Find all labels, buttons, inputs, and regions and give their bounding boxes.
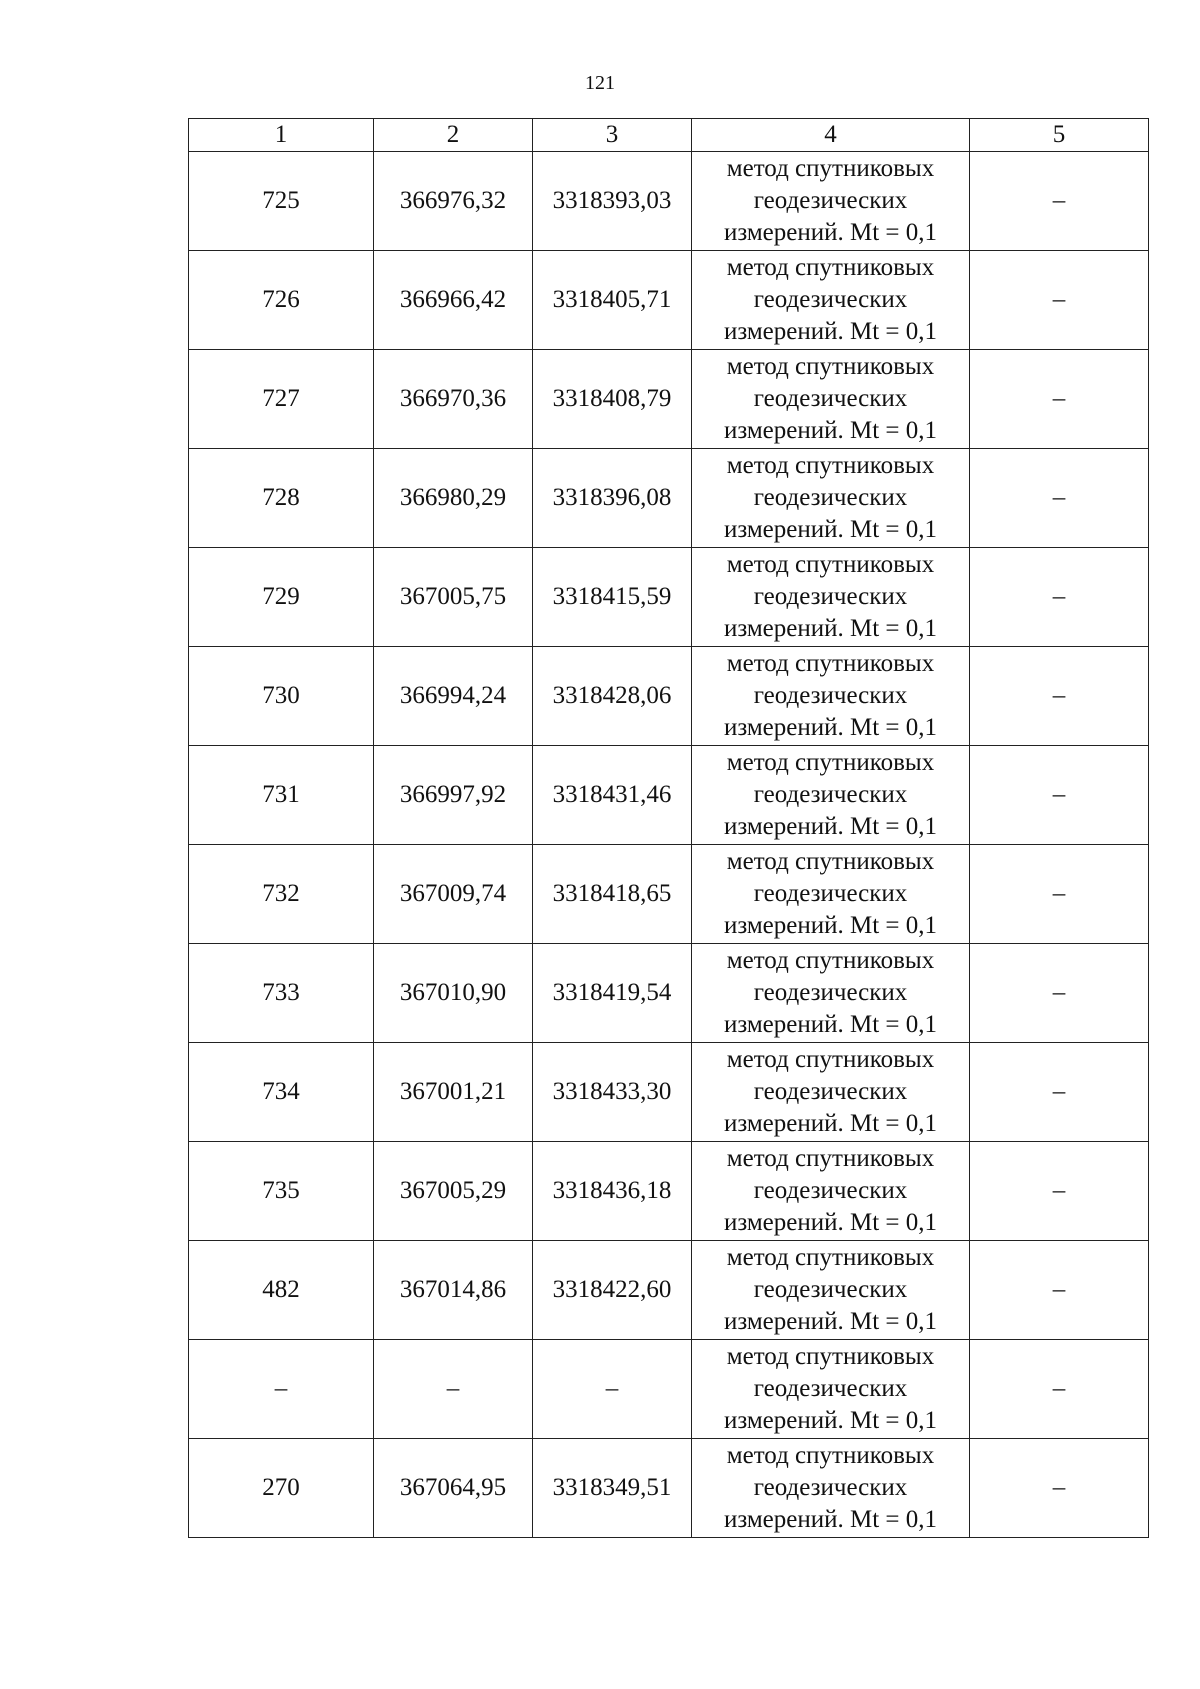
method-line: метод спутниковых — [726, 1046, 935, 1073]
cell-x-coordinate: 366997,92 — [374, 746, 533, 845]
cell-x-coordinate: 367001,21 — [374, 1043, 533, 1142]
coordinates-table — [188, 118, 1149, 1538]
cell-method — [692, 350, 970, 449]
cell-point-number: 730 — [189, 647, 374, 746]
header-cell-x-coordinate: 2 — [374, 119, 533, 152]
method-line: геодезических — [753, 1375, 908, 1402]
method-line: геодезических — [753, 1177, 908, 1204]
method-line: метод спутниковых — [726, 155, 935, 182]
cell-description: – — [970, 1043, 1149, 1142]
cell-y-coordinate: 3318415,59 — [533, 548, 692, 647]
cell-method — [692, 1142, 970, 1241]
cell-y-coordinate: 3318422,60 — [533, 1241, 692, 1340]
table-row — [189, 845, 1149, 944]
cell-point-number: 270 — [189, 1439, 374, 1538]
table-row — [189, 944, 1149, 1043]
cell-x-coordinate: 366970,36 — [374, 350, 533, 449]
cell-point-number: 735 — [189, 1142, 374, 1241]
method-line: метод спутниковых — [726, 1343, 935, 1370]
method-line: геодезических — [753, 1078, 908, 1105]
method-line: метод спутниковых — [726, 650, 935, 677]
cell-method — [692, 647, 970, 746]
cell-x-coordinate: 367010,90 — [374, 944, 533, 1043]
method-line: геодезических — [753, 880, 908, 907]
table-row — [189, 1142, 1149, 1241]
cell-point-number: 734 — [189, 1043, 374, 1142]
method-line: измерений. Mt = 0,1 — [723, 714, 938, 741]
cell-description: – — [970, 350, 1149, 449]
table-row — [189, 1340, 1149, 1439]
table-row — [189, 1043, 1149, 1142]
method-line: измерений. Mt = 0,1 — [723, 1011, 938, 1038]
cell-description: – — [970, 449, 1149, 548]
method-line: метод спутниковых — [726, 254, 935, 281]
cell-method — [692, 152, 970, 251]
method-line: измерений. Mt = 0,1 — [723, 813, 938, 840]
cell-y-coordinate: 3318431,46 — [533, 746, 692, 845]
cell-method — [692, 548, 970, 647]
method-line: измерений. Mt = 0,1 — [723, 516, 938, 543]
cell-y-coordinate: – — [533, 1340, 692, 1439]
cell-x-coordinate: – — [374, 1340, 533, 1439]
method-line: метод спутниковых — [726, 848, 935, 875]
header-cell-description: 5 — [970, 119, 1149, 152]
cell-y-coordinate: 3318436,18 — [533, 1142, 692, 1241]
method-line: геодезических — [753, 187, 908, 214]
cell-x-coordinate: 367014,86 — [374, 1241, 533, 1340]
cell-y-coordinate: 3318433,30 — [533, 1043, 692, 1142]
cell-y-coordinate: 3318405,71 — [533, 251, 692, 350]
cell-x-coordinate: 366980,29 — [374, 449, 533, 548]
method-line: измерений. Mt = 0,1 — [723, 219, 938, 246]
header-row — [189, 119, 1149, 152]
cell-point-number: 732 — [189, 845, 374, 944]
cell-y-coordinate: 3318428,06 — [533, 647, 692, 746]
method-line: метод спутниковых — [726, 1442, 935, 1469]
method-line: метод спутниковых — [726, 353, 935, 380]
cell-method — [692, 746, 970, 845]
cell-point-number: 728 — [189, 449, 374, 548]
cell-method — [692, 944, 970, 1043]
method-line: метод спутниковых — [726, 1244, 935, 1271]
cell-method — [692, 1439, 970, 1538]
cell-description: – — [970, 845, 1149, 944]
cell-x-coordinate: 366966,42 — [374, 251, 533, 350]
method-line: метод спутниковых — [726, 749, 935, 776]
cell-y-coordinate: 3318396,08 — [533, 449, 692, 548]
method-line: метод спутниковых — [726, 1145, 935, 1172]
table-row — [189, 350, 1149, 449]
page-number: 121 — [585, 72, 615, 94]
cell-x-coordinate: 367009,74 — [374, 845, 533, 944]
cell-method — [692, 845, 970, 944]
cell-point-number: 725 — [189, 152, 374, 251]
method-line: геодезических — [753, 484, 908, 511]
method-line: метод спутниковых — [726, 452, 935, 479]
cell-point-number: 733 — [189, 944, 374, 1043]
method-line: метод спутниковых — [726, 551, 935, 578]
table-row — [189, 449, 1149, 548]
method-line: измерений. Mt = 0,1 — [723, 318, 938, 345]
header-cell-y-coordinate: 3 — [533, 119, 692, 152]
header-cell-point-number: 1 — [189, 119, 374, 152]
method-line: геодезических — [753, 1474, 908, 1501]
table-row — [189, 746, 1149, 845]
cell-point-number: 727 — [189, 350, 374, 449]
cell-description: – — [970, 1241, 1149, 1340]
cell-description: – — [970, 1142, 1149, 1241]
cell-y-coordinate: 3318419,54 — [533, 944, 692, 1043]
cell-x-coordinate: 366976,32 — [374, 152, 533, 251]
method-line: измерений. Mt = 0,1 — [723, 1110, 938, 1137]
cell-description: – — [970, 944, 1149, 1043]
table-row — [189, 152, 1149, 251]
table-row — [189, 548, 1149, 647]
cell-method — [692, 1043, 970, 1142]
method-line: измерений. Mt = 0,1 — [723, 615, 938, 642]
table-row — [189, 1241, 1149, 1340]
cell-method — [692, 251, 970, 350]
cell-point-number: 731 — [189, 746, 374, 845]
cell-x-coordinate: 367005,29 — [374, 1142, 533, 1241]
method-line: измерений. Mt = 0,1 — [723, 417, 938, 444]
method-line: метод спутниковых — [726, 947, 935, 974]
cell-description: – — [970, 1340, 1149, 1439]
cell-x-coordinate: 366994,24 — [374, 647, 533, 746]
cell-y-coordinate: 3318393,03 — [533, 152, 692, 251]
cell-x-coordinate: 367005,75 — [374, 548, 533, 647]
cell-y-coordinate: 3318408,79 — [533, 350, 692, 449]
method-line: геодезических — [753, 286, 908, 313]
cell-description: – — [970, 746, 1149, 845]
cell-description: – — [970, 1439, 1149, 1538]
cell-y-coordinate: 3318349,51 — [533, 1439, 692, 1538]
cell-method — [692, 1340, 970, 1439]
cell-description: – — [970, 251, 1149, 350]
table-row — [189, 647, 1149, 746]
method-line: измерений. Mt = 0,1 — [723, 912, 938, 939]
cell-method — [692, 449, 970, 548]
method-line: геодезических — [753, 781, 908, 808]
cell-method — [692, 1241, 970, 1340]
cell-point-number: 729 — [189, 548, 374, 647]
method-line: измерений. Mt = 0,1 — [723, 1506, 938, 1533]
cell-point-number: – — [189, 1340, 374, 1439]
cell-point-number: 726 — [189, 251, 374, 350]
method-line: геодезических — [753, 385, 908, 412]
cell-x-coordinate: 367064,95 — [374, 1439, 533, 1538]
cell-description: – — [970, 647, 1149, 746]
table-row — [189, 251, 1149, 350]
cell-description: – — [970, 152, 1149, 251]
header-cell-method: 4 — [692, 119, 970, 152]
method-line: измерений. Mt = 0,1 — [723, 1407, 938, 1434]
method-line: геодезических — [753, 979, 908, 1006]
table-row — [189, 1439, 1149, 1538]
method-line: измерений. Mt = 0,1 — [723, 1308, 938, 1335]
table-body — [189, 152, 1149, 1538]
cell-description: – — [970, 548, 1149, 647]
method-line: измерений. Mt = 0,1 — [723, 1209, 938, 1236]
cell-point-number: 482 — [189, 1241, 374, 1340]
cell-y-coordinate: 3318418,65 — [533, 845, 692, 944]
method-line: геодезических — [753, 1276, 908, 1303]
table-header — [189, 119, 1149, 152]
method-line: геодезических — [753, 583, 908, 610]
method-line: геодезических — [753, 682, 908, 709]
